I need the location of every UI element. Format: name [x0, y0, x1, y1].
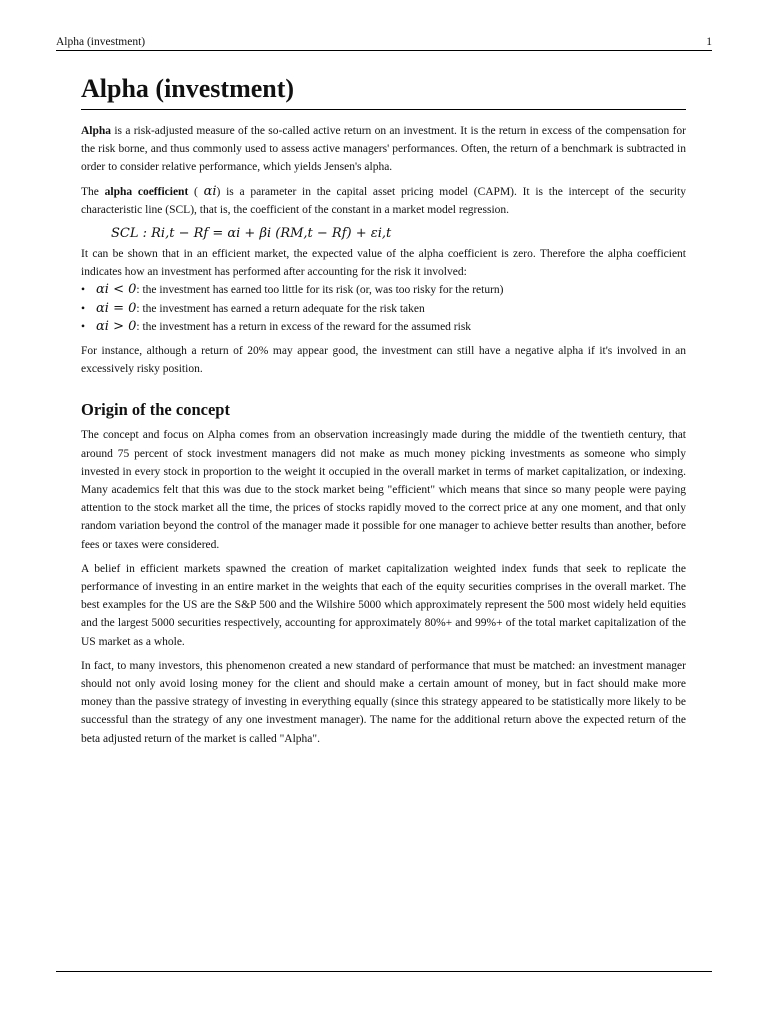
coefficient-paren-close: ) — [216, 185, 221, 198]
page-number: 1 — [706, 36, 712, 48]
bullet-glyph: • — [81, 320, 86, 333]
coefficient-term: alpha coefficient — [104, 185, 189, 198]
bullet-text: : the investment has earned too little for its risk (or, was too risky for the return) — [136, 284, 504, 297]
coefficient-lead: The — [81, 185, 105, 198]
running-header-title: Alpha (investment) — [56, 36, 146, 48]
bullet-math: αi < 0 — [96, 282, 137, 298]
alpha-bullet-list — [81, 281, 686, 336]
intro-term: Alpha — [81, 124, 112, 137]
origin-paragraph: A belief in efficient markets spawned the creation of market capitalization weighted index funds that seek to replicate the performance of investing in an entire market in the weights that each of the equity securities comprises in the overall market. The best examples for the US are the S&P 500 and the Wilshire 5000 which approximately represent the 500 most widely held equities and the largest 5000 securities respectively, accounting for approximately 80%+ and 99%+ of the total market capitalization of the US market as a whole. — [81, 562, 686, 648]
section-heading: Origin of the concept — [81, 400, 230, 420]
article-body — [81, 70, 686, 748]
origin-paragraph: In fact, to many investors, this phenomenon created a new standard of performance that must be matched: an investment manager should not only avoid losing money for the client and should make a certain amount of money, but in fact should make more money than the passive strategy of investing in everything equally (since this strategy appeared to be statistically more likely to be successful than the strategy of any one investment manager). The name for the additional return above the expected return of the beta adjusted return of the market is called "Alpha". — [81, 659, 686, 745]
bullet-text: : the investment has a return in excess of the reward for the assumed risk — [136, 320, 472, 333]
article-title: Alpha (investment) — [81, 70, 686, 110]
bullet-glyph: • — [81, 284, 86, 297]
running-header — [56, 36, 712, 51]
alpha-symbol: αi — [203, 183, 217, 199]
scl-equation: SCL : Ri,t − Rf = αi + βi (RM,t − Rf) + εi,t — [111, 225, 392, 241]
coefficient-paragraph — [81, 183, 686, 219]
origin-paragraph: The concept and focus on Alpha comes from an observation increasingly made during the middle of the twentieth century, that around 75 percent of stock investment managers did not make as much money picking investments as someone who simply invested in every stock in proportion to the weight it occupied in the overall market in terms of market capitalization, or indexing. Many academics felt that this was due to the stock market being "efficient" which means that since so many people were paying attention to the stock market all the time, the prices of stocks rapidly moved to the correct price at any one moment, and that only random variation beyond the control of the manager made it possible for one manager to achieve better results than another, before fees or taxes were considered. — [81, 429, 686, 551]
list-item — [81, 318, 686, 336]
bullet-math: αi = 0 — [96, 300, 137, 316]
instance-paragraph: For instance, although a return of 20% may appear good, the investment can still have a negative alpha if it's involved in an excessively risky position. — [81, 344, 686, 376]
bullet-glyph: • — [81, 302, 86, 315]
efficient-market-paragraph: It can be shown that in an efficient market, the expected value of the alpha coefficient is zero. Therefore the alpha coefficient indicates how an investment has performed after accounting for the risk it involved: — [81, 247, 686, 279]
bullet-text: : the investment has earned a return adequate for the risk taken — [136, 302, 425, 315]
footer-rule — [56, 971, 712, 972]
intro-text: is a risk-adjusted measure of the so-called active return on an investment. It is the return in excess of the compensation for the risk borne, and thus commonly used to assess active managers' performances. Often, the return of a benchmark is subtracted in order to consider relative performance, which yields Jensen's alpha. — [81, 124, 686, 174]
list-item — [81, 300, 686, 318]
intro-paragraph — [81, 122, 686, 177]
list-item — [81, 281, 686, 299]
bullet-math: αi > 0 — [96, 318, 137, 334]
coefficient-text: is a parameter in the capital asset pricing model (CAPM). It is the intercept of the security characteristic line (SCL), that is, the coefficient of the constant in a market model regression. — [81, 185, 686, 216]
coefficient-paren-open: ( — [188, 185, 204, 198]
